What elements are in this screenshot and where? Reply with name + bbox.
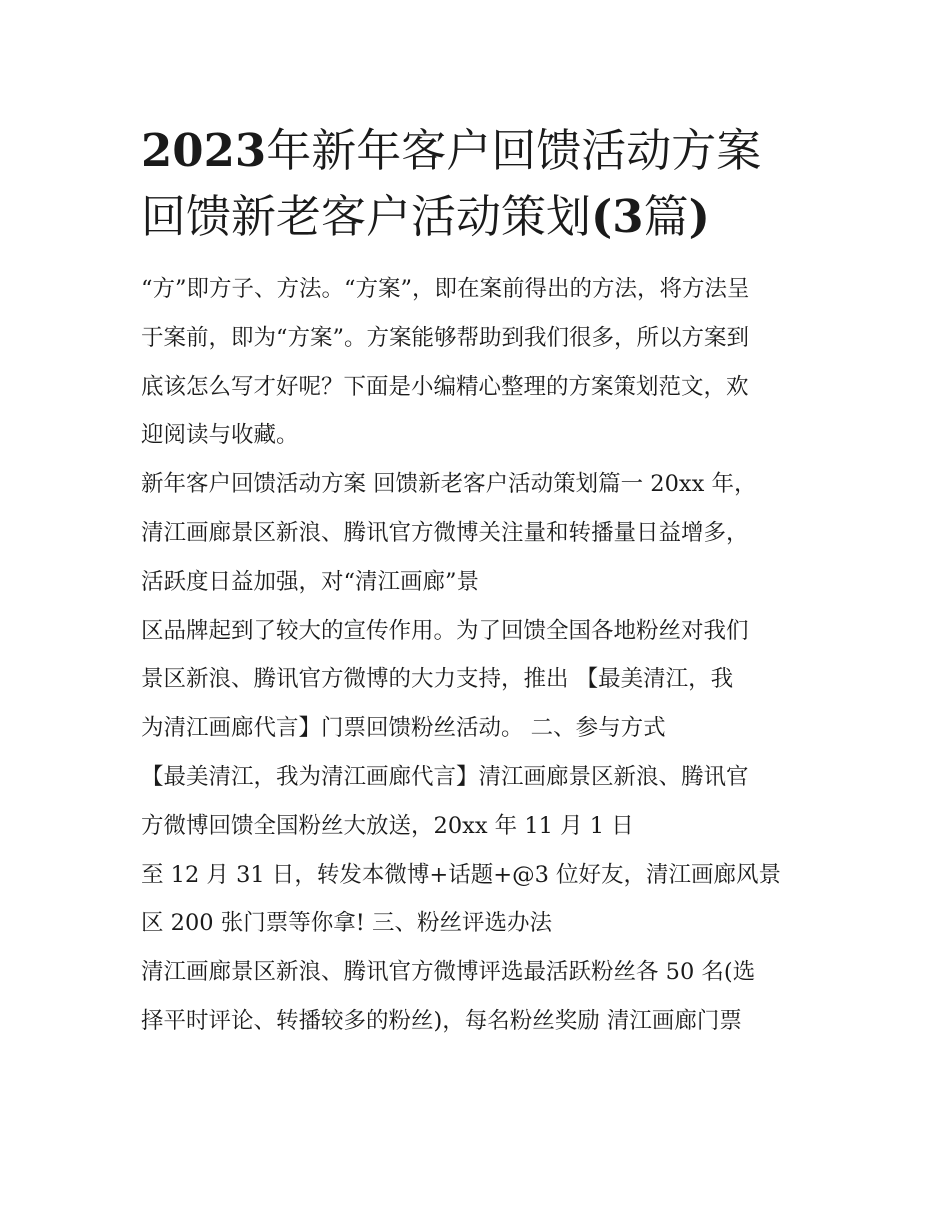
title-line-2-text: 回馈新老客户活动策划 [141, 190, 592, 243]
title-line-1-text: 年新年客户回馈活动方案 [266, 124, 762, 177]
document-page [141, 118, 821, 1046]
title-paren-close: ) [688, 190, 710, 243]
title-paren-open: (3 [591, 190, 644, 243]
document-title [141, 118, 821, 250]
body-line: 迎阅读与收藏。 [141, 422, 299, 449]
body-line: 新年客户回馈活动方案 回馈新老客户活动策划篇一 20xx 年， [141, 471, 757, 498]
document-body [141, 265, 821, 1046]
body-line: 清江画廊景区新浪、腾讯官方微博评选最活跃粉丝各 50 名(选 [141, 959, 756, 986]
title-year: 2023 [141, 124, 267, 177]
body-line: “方”即方子、方法。“方案”，即在案前得出的方法，将方法呈 [141, 276, 750, 302]
title-paren-word: 篇 [643, 190, 689, 243]
body-line: 区品牌起到了较大的宣传作用。为了回馈全国各地粉丝对我们 [141, 617, 749, 644]
body-line: 景区新浪、腾讯官方微博的大力支持，推出 【最美清江，我 [141, 666, 734, 693]
body-line: 为清江画廊代言】门票回馈粉丝活动。 二、参与方式 [141, 715, 666, 742]
title-line-2 [141, 184, 821, 250]
body-line: 清江画廊景区新浪、腾讯官方微博关注量和转播量日益增多， [141, 519, 749, 546]
title-line-1 [141, 118, 821, 184]
body-line: 区 200 张门票等你拿! 三、粉丝评选办法 [141, 910, 552, 937]
body-line: 底该怎么写才好呢？下面是小编精心整理的方案策划范文，欢 [141, 373, 749, 400]
body-line: 于案前，即为“方案”。方案能够帮助到我们很多，所以方案到 [141, 324, 750, 351]
body-line: 方微博回馈全国粉丝大放送，20xx 年 11 月 1 日 [141, 812, 634, 839]
body-line: 【最美清江，我为清江画廊代言】清江画廊景区新浪、腾讯官 [141, 763, 749, 790]
body-line: 择平时评论、转播较多的粉丝)，每名粉丝奖励 清江画廊门票 [141, 1007, 742, 1034]
body-line: 至 12 月 31 日，转发本微博+话题+@3 位好友，清江画廊风景 [141, 861, 782, 888]
body-line: 活跃度日益加强，对“清江画廊”景 [141, 568, 480, 595]
